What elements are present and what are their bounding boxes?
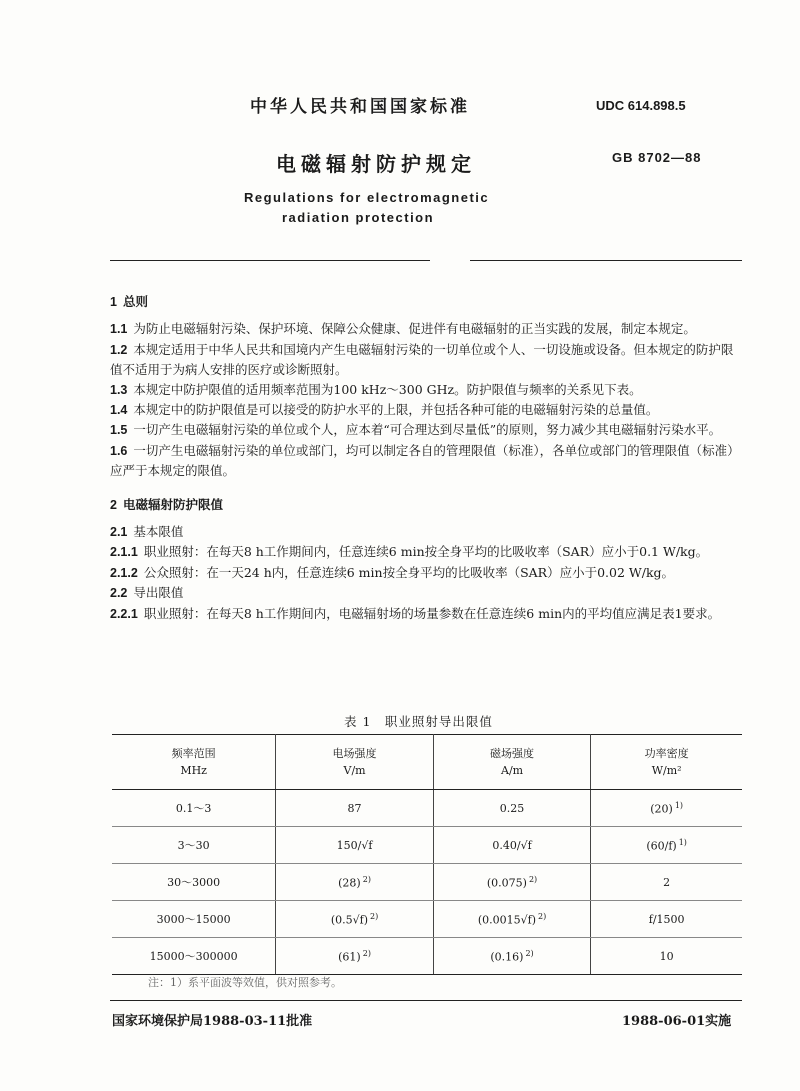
standard-category: 中华人民共和国国家标准 xyxy=(250,97,470,117)
section-heading: 2 电磁辐射防护限值 xyxy=(110,496,223,512)
header-power-density: 功率密度 W/m² xyxy=(591,735,742,790)
cell-power-density: (20) $^{1)}$ xyxy=(591,790,742,827)
cell-magnetic-field: (0.075) $^{2)}$ xyxy=(433,864,591,901)
cell-frequency: 3～30 xyxy=(112,827,276,864)
table-row xyxy=(112,901,742,938)
header-electric-field: 电场强度 V/m xyxy=(276,735,434,790)
udc-code: UDC 614.898.5 xyxy=(596,98,686,113)
paragraph: 1.3 本规定中防护限值的适用频率范围为100 kHz～300 GHz。防护限值与频率的关系见下表。 xyxy=(110,381,642,397)
table-row xyxy=(112,864,742,901)
cell-frequency: 30～3000 xyxy=(112,864,276,901)
header-frequency: 频率范围 MHz xyxy=(112,735,276,790)
cell-magnetic-field: 0.40/√f xyxy=(433,827,591,864)
cell-magnetic-field: 0.25 xyxy=(433,790,591,827)
paragraph: 2.2 导出限值 xyxy=(110,585,184,601)
table-title: 表 1 职业照射导出限值 xyxy=(344,714,493,729)
cell-power-density: (60/f) $^{1)}$ xyxy=(591,827,742,864)
cell-magnetic-field: (0.16) $^{2)}$ xyxy=(433,938,591,975)
paragraph: 1.2 本规定适用于中华人民共和国境内产生电磁辐射污染的一切单位或个人、一切设施或设备。但本规定的防护限值不适用于为病人安排的医疗或诊断照射。 xyxy=(110,341,734,378)
paragraph: 2.1.1 职业照射：在每天8 h工作期间内，任意连续6 min按全身平均的比吸收率（SAR）应小于0.1 W/kg。 xyxy=(110,544,709,560)
header-divider-left xyxy=(110,260,430,261)
cell-power-density: 10 xyxy=(591,938,742,975)
header-divider-right xyxy=(470,260,742,261)
document-title: 电磁辐射防护规定 xyxy=(276,152,476,176)
body-text xyxy=(110,292,745,624)
paragraph: 2.2.1 职业照射：在每天8 h工作期间内，电磁辐射场的场量参数在任意连续6 min内的平均值应满足表1要求。 xyxy=(110,605,721,621)
cell-electric-field: 87 xyxy=(276,790,434,827)
table-row xyxy=(112,827,742,864)
cell-frequency: 3000～15000 xyxy=(112,901,276,938)
table-note: 注：1）系平面波等效值，供对照参考。 xyxy=(148,976,342,989)
cell-electric-field: 150/√f xyxy=(276,827,434,864)
paragraph: 1.5 一切产生电磁辐射污染的单位或个人，应本着“可合理达到尽量低”的原则，努力减少其电磁辐射污染水平。 xyxy=(110,422,722,438)
cell-electric-field: (0.5√f) $^{2)}$ xyxy=(276,901,434,938)
cell-magnetic-field: (0.0015√f) $^{2)}$ xyxy=(433,901,591,938)
effective-date: 1988-06-01实施 xyxy=(622,1014,732,1029)
section-heading: 1 总则 xyxy=(110,294,148,309)
cell-electric-field: (28) $^{2)}$ xyxy=(276,864,434,901)
cell-frequency: 0.1～3 xyxy=(112,790,276,827)
english-title-line2: radiation protection xyxy=(282,210,435,225)
paragraph: 1.4 本规定中的防护限值是可以接受的防护水平的上限，并包括各种可能的电磁辐射污染的总量值。 xyxy=(110,402,659,418)
limits-table xyxy=(112,734,742,975)
paragraph: 2.1 基本限值 xyxy=(110,524,184,540)
table-row xyxy=(112,938,742,975)
cell-power-density: 2 xyxy=(591,864,742,901)
english-title-line1: Regulations for electromagnetic xyxy=(244,190,490,205)
footer-divider xyxy=(110,1000,742,1001)
cell-frequency: 15000～300000 xyxy=(112,938,276,975)
paragraph: 2.1.2 公众照射：在一天24 h内，任意连续6 min按全身平均的比吸收率（SAR）应小于0.02 W/kg。 xyxy=(110,564,675,580)
cell-electric-field: (61) $^{2)}$ xyxy=(276,938,434,975)
approval-date: 国家环境保护局1988-03-11批准 xyxy=(112,1014,313,1029)
paragraph: 1.1 为防止电磁辐射污染、保护环境、保障公众健康、促进伴有电磁辐射的正当实践的发展，制定本规定。 xyxy=(110,321,696,337)
table-header-row xyxy=(112,735,742,790)
table-row xyxy=(112,790,742,827)
cell-power-density: f/1500 xyxy=(591,901,742,938)
gb-number: GB 8702—88 xyxy=(612,150,702,165)
paragraph: 1.6 一切产生电磁辐射污染的单位或部门，均可以制定各自的管理限值（标准），各单位或部门的管理限值（标准）应严于本规定的限值。 xyxy=(110,442,740,479)
header-magnetic-field: 磁场强度 A/m xyxy=(433,735,591,790)
